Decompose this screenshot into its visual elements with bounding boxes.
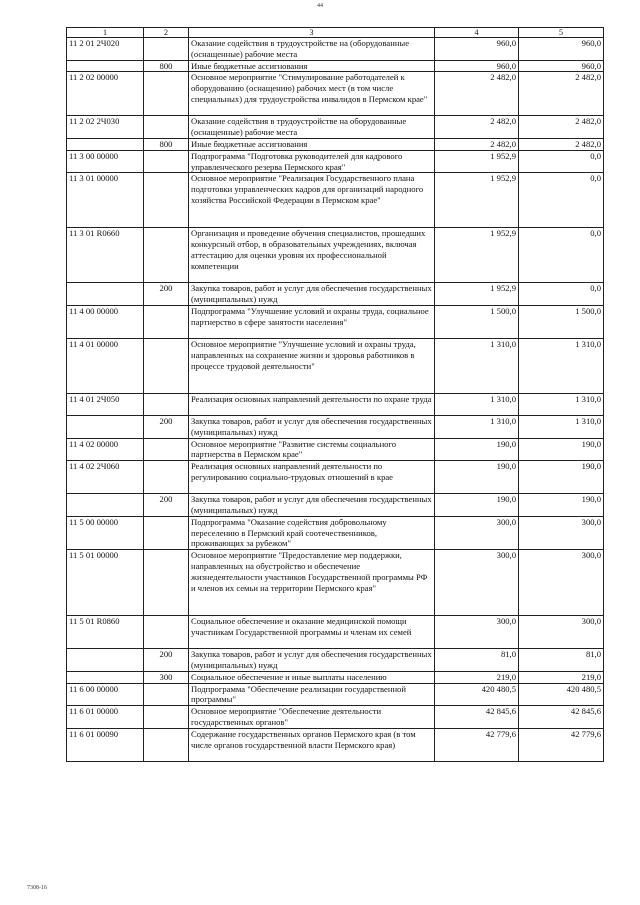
code-cell: 11 2 02 00000	[67, 72, 144, 116]
amount-2017-cell: 960,0	[435, 60, 519, 72]
amount-2017-cell: 190,0	[435, 461, 519, 494]
name-cell: Закупка товаров, работ и услуг для обеспечения государственных (муниципальных) нужд	[189, 415, 435, 438]
name-cell: Подпрограмма "Подготовка руководителей для кадрового управленческого резерва Пермского края"	[189, 150, 435, 173]
column-header-3: 3	[189, 28, 435, 38]
table-row	[67, 72, 604, 116]
name-cell: Реализация основных направлений деятельности по регулированию социально-трудовых отношений в крае	[189, 461, 435, 494]
table-row	[67, 461, 604, 494]
amount-2017-cell: 219,0	[435, 671, 519, 683]
name-cell: Содержание государственных органов Пермского края (в том числе органов государственной власти Пермского края)	[189, 728, 435, 761]
amount-2017-cell: 1 500,0	[435, 305, 519, 338]
expense-type-cell	[144, 72, 189, 116]
code-cell: 11 5 01 00000	[67, 550, 144, 616]
amount-2017-cell: 2 482,0	[435, 138, 519, 150]
amount-2018-cell: 190,0	[519, 438, 604, 461]
code-cell: 11 4 02 00000	[67, 438, 144, 461]
table-row	[67, 283, 604, 306]
amount-2018-cell: 0,0	[519, 283, 604, 306]
expense-type-cell	[144, 438, 189, 461]
code-cell	[67, 649, 144, 672]
table-row	[67, 138, 604, 150]
code-cell: 11 2 01 2Ч020	[67, 38, 144, 61]
code-cell: 11 4 01 2Ч050	[67, 393, 144, 415]
expense-type-cell	[144, 683, 189, 706]
expense-type-cell: 200	[144, 415, 189, 438]
amount-2017-cell: 1 952,9	[435, 283, 519, 306]
document-code: 7308-16	[27, 885, 47, 891]
expense-type-cell	[144, 228, 189, 283]
amount-2017-cell: 2 482,0	[435, 116, 519, 139]
code-cell: 11 6 00 00000	[67, 683, 144, 706]
name-cell: Оказание содействия в трудоустройстве на (оборудованные (оснащенные) рабочие места	[189, 38, 435, 61]
amount-2018-cell: 2 482,0	[519, 138, 604, 150]
expense-type-cell	[144, 393, 189, 415]
code-cell	[67, 283, 144, 306]
expense-type-cell: 800	[144, 138, 189, 150]
name-cell: Основное мероприятие "Реализация Государственного плана подготовки управленческих кадров для организаций народного хозяйства Российской Федерации в Пермском крае"	[189, 173, 435, 228]
expense-type-cell: 300	[144, 671, 189, 683]
name-cell: Основное мероприятие "Обеспечение деятельности государственных органов"	[189, 706, 435, 729]
amount-2017-cell: 1 952,9	[435, 228, 519, 283]
name-cell: Оказание содействия в трудоустройстве на оборудованные (оснащенные) рабочие места	[189, 116, 435, 139]
amount-2018-cell: 0,0	[519, 173, 604, 228]
table-row	[67, 393, 604, 415]
amount-2018-cell: 0,0	[519, 228, 604, 283]
expense-type-cell: 200	[144, 283, 189, 306]
code-cell: 11 6 01 00000	[67, 706, 144, 729]
amount-2018-cell: 190,0	[519, 494, 604, 517]
code-cell: 11 3 01 R0660	[67, 228, 144, 283]
amount-2017-cell: 300,0	[435, 516, 519, 549]
amount-2018-cell: 1 310,0	[519, 393, 604, 415]
amount-2018-cell: 300,0	[519, 616, 604, 649]
amount-2017-cell: 420 480,5	[435, 683, 519, 706]
name-cell: Закупка товаров, работ и услуг для обеспечения государственных (муниципальных) нужд	[189, 649, 435, 672]
name-cell: Основное мероприятие "Улучшение условий и охраны труда, направленных на сохранение жизни и здоровья работников в процессе трудовой деятельности"	[189, 338, 435, 393]
code-cell: 11 5 01 R0860	[67, 616, 144, 649]
amount-2018-cell: 2 482,0	[519, 116, 604, 139]
name-cell: Подпрограмма "Обеспечение реализации государственной программы"	[189, 683, 435, 706]
table-row	[67, 683, 604, 706]
code-cell	[67, 494, 144, 517]
code-cell: 11 4 00 00000	[67, 305, 144, 338]
amount-2018-cell: 2 482,0	[519, 72, 604, 116]
table-body	[67, 38, 604, 762]
code-cell	[67, 671, 144, 683]
expense-type-cell	[144, 516, 189, 549]
code-cell: 11 5 00 00000	[67, 516, 144, 549]
code-cell	[67, 415, 144, 438]
table-row	[67, 38, 604, 61]
expense-type-cell	[144, 616, 189, 649]
column-header-1: 1	[67, 28, 144, 38]
expense-type-cell	[144, 550, 189, 616]
amount-2018-cell: 1 500,0	[519, 305, 604, 338]
amount-2018-cell: 81,0	[519, 649, 604, 672]
amount-2018-cell: 42 845,6	[519, 706, 604, 729]
table-row	[67, 671, 604, 683]
amount-2017-cell: 2 482,0	[435, 72, 519, 116]
amount-2018-cell: 300,0	[519, 516, 604, 549]
amount-2017-cell: 42 779,6	[435, 728, 519, 761]
amount-2017-cell: 1 310,0	[435, 338, 519, 393]
expense-type-cell	[144, 173, 189, 228]
table-row	[67, 494, 604, 517]
name-cell: Закупка товаров, работ и услуг для обеспечения государственных (муниципальных) нужд	[189, 283, 435, 306]
expense-type-cell	[144, 706, 189, 729]
code-cell: 11 6 01 00090	[67, 728, 144, 761]
code-cell: 11 3 00 00000	[67, 150, 144, 173]
name-cell: Основное мероприятие "Развитие системы социального партнерства в Пермском крае"	[189, 438, 435, 461]
table-row	[67, 516, 604, 549]
table-row	[67, 305, 604, 338]
table-row	[67, 150, 604, 173]
code-cell: 11 3 01 00000	[67, 173, 144, 228]
expense-type-cell: 800	[144, 60, 189, 72]
table-row	[67, 173, 604, 228]
amount-2017-cell: 1 310,0	[435, 393, 519, 415]
column-header-2: 2	[144, 28, 189, 38]
name-cell: Организация и проведение обучения специалистов, прошедших конкурсный отбор, в образовательных учреждениях, включая аттестацию для оценки уровня их профессиональной компетенции	[189, 228, 435, 283]
name-cell: Подпрограмма "Оказание содействия добровольному переселению в Пермский край соотечественников, проживающих за рубежом"	[189, 516, 435, 549]
name-cell: Социальное обеспечение и оказание медицинской помощи участникам Государственной программы и членам их семей	[189, 616, 435, 649]
amount-2017-cell: 42 845,6	[435, 706, 519, 729]
expense-type-cell	[144, 728, 189, 761]
amount-2018-cell: 1 310,0	[519, 415, 604, 438]
table-row	[67, 649, 604, 672]
amount-2017-cell: 81,0	[435, 649, 519, 672]
table-row	[67, 728, 604, 761]
column-header-4: 4	[435, 28, 519, 38]
table-row	[67, 228, 604, 283]
amount-2017-cell: 1 952,9	[435, 150, 519, 173]
code-cell: 11 4 01 00000	[67, 338, 144, 393]
table-row	[67, 550, 604, 616]
header-row	[67, 28, 604, 38]
page-number: 44	[317, 3, 323, 9]
amount-2017-cell: 960,0	[435, 38, 519, 61]
table-row	[67, 60, 604, 72]
amount-2017-cell: 300,0	[435, 550, 519, 616]
amount-2017-cell: 300,0	[435, 616, 519, 649]
amount-2018-cell: 190,0	[519, 461, 604, 494]
name-cell: Иные бюджетные ассигнования	[189, 60, 435, 72]
name-cell: Социальное обеспечение и иные выплаты населению	[189, 671, 435, 683]
column-header-5: 5	[519, 28, 604, 38]
expense-type-cell: 200	[144, 649, 189, 672]
table-row	[67, 338, 604, 393]
amount-2018-cell: 42 779,6	[519, 728, 604, 761]
table-row	[67, 116, 604, 139]
amount-2018-cell: 219,0	[519, 671, 604, 683]
amount-2017-cell: 1 310,0	[435, 415, 519, 438]
name-cell: Основное мероприятие "Предоставление мер поддержки, направленных на обустройство и обеспечение жизнедеятельности участников Государственной программы РФ и членов их семьи на территории Пермского края"	[189, 550, 435, 616]
name-cell: Закупка товаров, работ и услуг для обеспечения государственных (муниципальных) нужд	[189, 494, 435, 517]
amount-2017-cell: 1 952,9	[435, 173, 519, 228]
code-cell: 11 4 02 2Ч060	[67, 461, 144, 494]
amount-2018-cell: 420 480,5	[519, 683, 604, 706]
amount-2018-cell: 0,0	[519, 150, 604, 173]
amount-2018-cell: 1 310,0	[519, 338, 604, 393]
budget-table	[66, 27, 604, 762]
table-row	[67, 616, 604, 649]
name-cell: Подпрограмма "Улучшение условий и охраны труда, социальное партнерство в сфере занятости населения"	[189, 305, 435, 338]
amount-2017-cell: 190,0	[435, 494, 519, 517]
table-row	[67, 706, 604, 729]
expense-type-cell	[144, 461, 189, 494]
amount-2018-cell: 960,0	[519, 60, 604, 72]
expense-type-cell	[144, 38, 189, 61]
expense-type-cell	[144, 305, 189, 338]
amount-2018-cell: 960,0	[519, 38, 604, 61]
table-row	[67, 438, 604, 461]
name-cell: Основное мероприятие "Стимулирование работодателей к оборудованию (оснащению) рабочих мест (в том числе специальных) для трудоустройства инвалидов в Пермском крае"	[189, 72, 435, 116]
code-cell	[67, 138, 144, 150]
expense-type-cell	[144, 338, 189, 393]
name-cell: Реализация основных направлений деятельности по охране труда	[189, 393, 435, 415]
table-row	[67, 415, 604, 438]
code-cell: 11 2 02 2Ч030	[67, 116, 144, 139]
code-cell	[67, 60, 144, 72]
expense-type-cell	[144, 150, 189, 173]
expense-type-cell	[144, 116, 189, 139]
expense-type-cell: 200	[144, 494, 189, 517]
amount-2018-cell: 300,0	[519, 550, 604, 616]
amount-2017-cell: 190,0	[435, 438, 519, 461]
name-cell: Иные бюджетные ассигнования	[189, 138, 435, 150]
